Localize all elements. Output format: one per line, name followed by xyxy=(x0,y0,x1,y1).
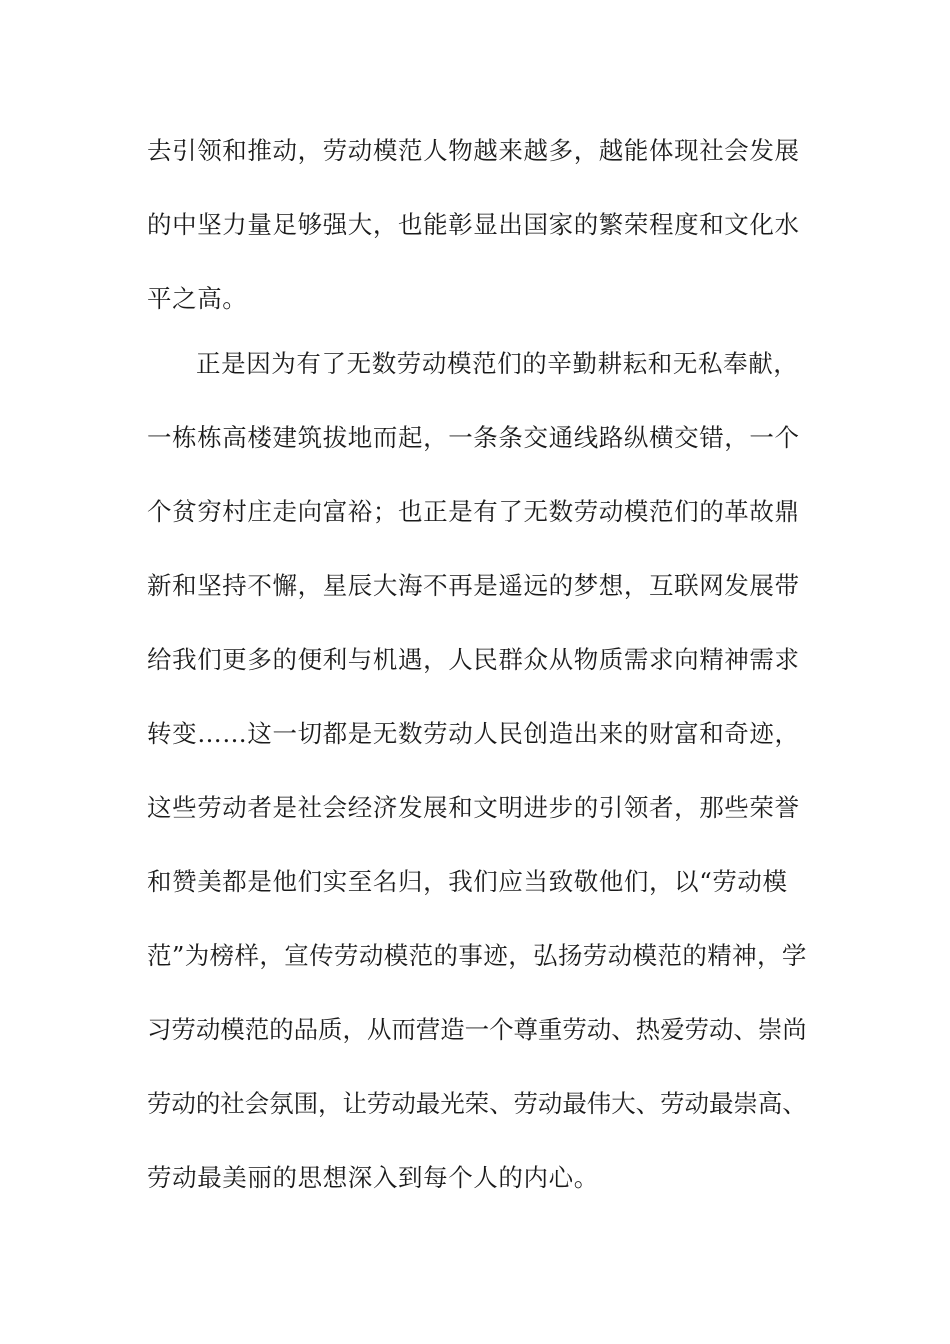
paragraph-2-line-6: 转变……这一切都是无数劳动人民创造出来的财富和奇迹， xyxy=(147,719,800,748)
paragraph-2-line-4: 新和坚持不懈，星辰大海不再是遥远的梦想，互联网发展带 xyxy=(147,571,800,600)
paragraph-2-line-9: 范”为榜样，宣传劳动模范的事迹，弘扬劳动模范的精神，学 xyxy=(147,941,807,970)
paragraph-2-line-1: 正是因为有了无数劳动模范们的辛勤耕耘和无私奉献， xyxy=(196,349,799,378)
paragraph-1-line-2: 的中坚力量足够强大，也能彰显出国家的繁荣程度和文化水 xyxy=(147,210,800,239)
paragraph-2-line-7: 这些劳动者是社会经济发展和文明进步的引领者，那些荣誉 xyxy=(147,793,800,822)
paragraph-2-line-3: 个贫穷村庄走向富裕；也正是有了无数劳动模范们的革故鼎 xyxy=(147,497,800,526)
paragraph-2-line-11: 劳动的社会氛围，让劳动最光荣、劳动最伟大、劳动最崇高、 xyxy=(147,1089,807,1118)
paragraph-1-line-1: 去引领和推动，劳动模范人物越来越多，越能体现社会发展 xyxy=(147,136,800,165)
paragraph-2-line-8: 和赞美都是他们实至名归，我们应当致敬他们，以“劳动模 xyxy=(147,867,788,896)
paragraph-2-line-5: 给我们更多的便利与机遇，人民群众从物质需求向精神需求 xyxy=(147,645,800,674)
paragraph-1-line-3: 平之高。 xyxy=(147,284,248,313)
paragraph-2-line-12: 劳动最美丽的思想深入到每个人的内心。 xyxy=(147,1163,599,1192)
paragraph-2-line-2: 一栋栋高楼建筑拔地而起，一条条交通线路纵横交错，一个 xyxy=(147,423,800,452)
paragraph-2-line-10: 习劳动模范的品质，从而营造一个尊重劳动、热爱劳动、崇尚 xyxy=(147,1015,807,1044)
